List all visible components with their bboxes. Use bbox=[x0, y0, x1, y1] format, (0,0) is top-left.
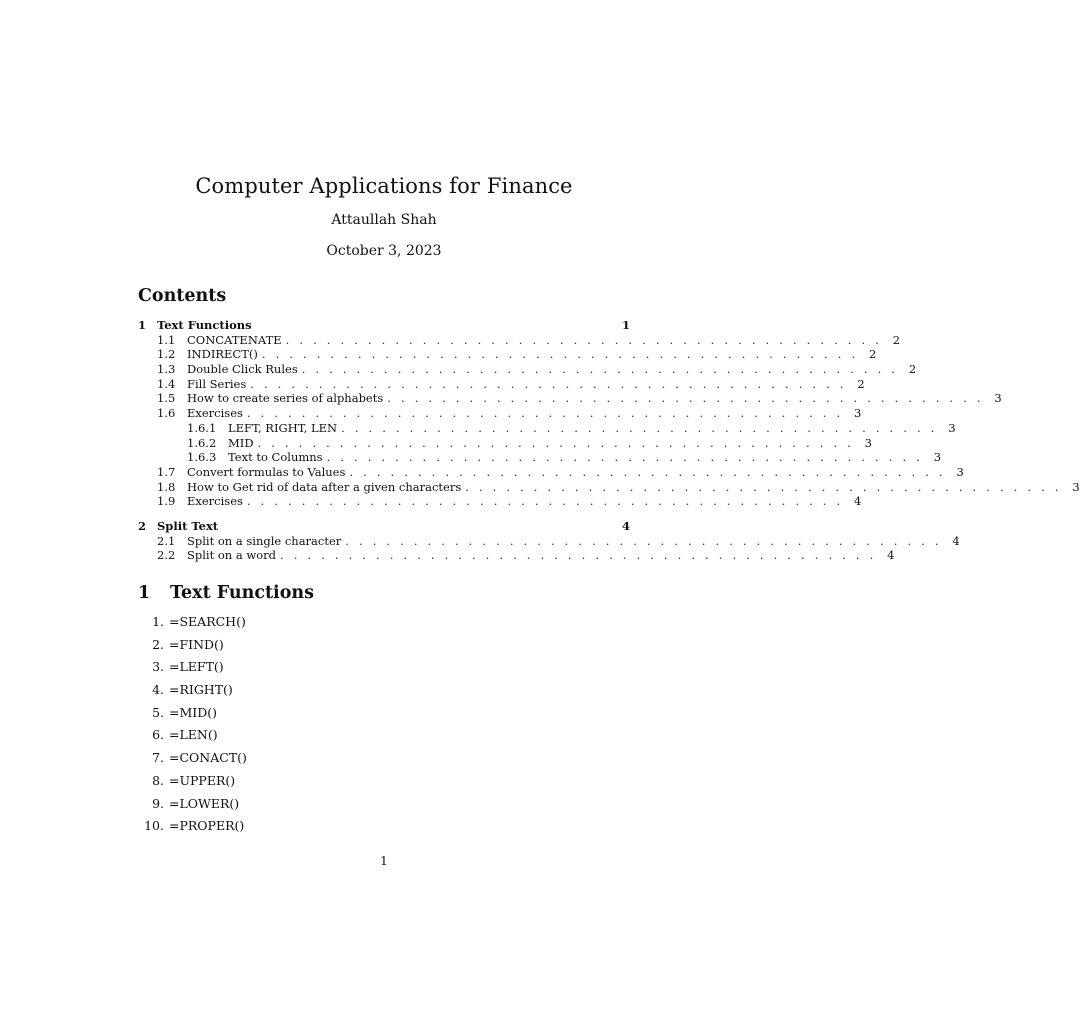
section-title: Text Functions bbox=[170, 583, 314, 603]
toc-leader: . . . . . . . . . . . . . . . . . . . . . . . . . . . . . . . . . . . . . . . . . . . . bbox=[465, 479, 1062, 494]
list-item bbox=[138, 658, 247, 681]
toc-page: 4 bbox=[952, 533, 960, 548]
list-item bbox=[138, 613, 247, 636]
author: Attaullah Shah bbox=[331, 212, 437, 228]
toc-number: 2.2 bbox=[157, 548, 176, 563]
toc-leader: . . . . . . . . . . . . . . . . . . . . . . . . . . . . . . . . . . . . . . . . . . . . bbox=[301, 362, 899, 377]
toc-entry[interactable] bbox=[138, 347, 877, 362]
toc-page: 3 bbox=[854, 406, 862, 421]
list-index: 1. bbox=[152, 614, 164, 629]
contents-heading: Contents bbox=[138, 286, 227, 306]
toc-entry[interactable] bbox=[138, 533, 960, 549]
list-text: =UPPER() bbox=[169, 772, 236, 788]
toc-page: 2 bbox=[868, 347, 877, 362]
list-text: =LEN() bbox=[169, 727, 218, 743]
toc-label: Split on a single character bbox=[187, 533, 342, 548]
toc-label: LEFT, RIGHT, LEN bbox=[228, 420, 338, 435]
list-item bbox=[138, 681, 247, 704]
toc-entry[interactable] bbox=[138, 548, 895, 563]
toc-leader: . . . . . . . . . . . . . . . . . . . . . . . . . . . . . . . . . . . . . . . . . . . . bbox=[246, 406, 844, 421]
list-text: =SEARCH() bbox=[169, 614, 246, 629]
toc-entry[interactable] bbox=[138, 420, 956, 436]
list-index: 7. bbox=[152, 750, 164, 766]
toc-number: 1.6.1 bbox=[187, 420, 217, 435]
list-text: =LOWER() bbox=[169, 795, 240, 811]
list-index: 10. bbox=[144, 818, 164, 834]
section-heading bbox=[138, 583, 314, 603]
toc-label: Fill Series bbox=[187, 376, 247, 391]
section-number: 1 bbox=[138, 583, 151, 603]
list-index: 5. bbox=[152, 704, 164, 720]
toc-label: Exercises bbox=[187, 494, 243, 509]
toc-label: MID bbox=[228, 435, 254, 450]
toc-entry[interactable] bbox=[138, 362, 917, 377]
toc-number: 1.2 bbox=[157, 347, 176, 362]
list-text: =MID() bbox=[169, 704, 217, 720]
list-text: =FIND() bbox=[169, 636, 224, 652]
toc-page: 3 bbox=[994, 391, 1002, 406]
toc-leader: . . . . . . . . . . . . . . . . . . . . . . . . . . . . . . . . . . . . . . . . . . . . bbox=[285, 332, 883, 347]
toc-entry[interactable] bbox=[138, 406, 862, 421]
toc-leader: . . . . . . . . . . . . . . . . . . . . . . . . . . . . . . . . . . . . . . . . . . . . bbox=[345, 533, 942, 548]
toc-label: Exercises bbox=[187, 406, 243, 421]
toc-entry[interactable] bbox=[138, 494, 862, 509]
list-index: 6. bbox=[152, 727, 164, 743]
toc-leader: . . . . . . . . . . . . . . . . . . . . . . . . . . . . . . . . . . . . . . . . . . . . bbox=[349, 464, 946, 479]
toc-entry[interactable] bbox=[138, 376, 865, 392]
toc-page: 4 bbox=[621, 518, 630, 533]
list-text: =LEFT() bbox=[169, 659, 224, 675]
toc-page: 2 bbox=[908, 362, 917, 377]
list-item bbox=[138, 636, 247, 659]
toc-number: 1.9 bbox=[157, 494, 176, 509]
toc-label: Split Text bbox=[157, 518, 219, 533]
toc-label: INDIRECT() bbox=[187, 347, 258, 362]
toc-leader: . . . . . . . . . . . . . . . . . . . . . . . . . . . . . . . . . . . . . . . . . . . . bbox=[261, 347, 859, 362]
toc-leader: . . . . . . . . . . . . . . . . . . . . . . . . . . . . . . . . . . . . . . . . . . . . bbox=[387, 391, 984, 406]
document-title: Computer Applications for Finance bbox=[195, 174, 573, 198]
toc-number: 1.1 bbox=[157, 332, 176, 347]
toc-label: Double Click Rules bbox=[187, 362, 298, 377]
list-text: =CONACT() bbox=[169, 750, 247, 766]
toc-number: 1.6 bbox=[157, 406, 176, 421]
toc-number: 1.6.3 bbox=[187, 450, 217, 465]
toc-label: Convert formulas to Values bbox=[187, 464, 346, 479]
toc-page: 1 bbox=[621, 318, 630, 332]
toc-label: Text to Columns bbox=[228, 450, 323, 465]
list-item bbox=[138, 726, 247, 749]
toc-label: CONCATENATE bbox=[187, 332, 282, 347]
page-number: 1 bbox=[380, 854, 388, 868]
list-item bbox=[138, 817, 247, 840]
list-index: 9. bbox=[152, 795, 164, 811]
toc-entry[interactable] bbox=[138, 318, 630, 333]
toc-number: 1 bbox=[138, 318, 147, 332]
toc-number: 1.5 bbox=[157, 391, 176, 406]
toc-page: 2 bbox=[892, 332, 901, 347]
toc-page: 4 bbox=[887, 548, 895, 563]
list-item bbox=[138, 795, 247, 818]
toc-entry[interactable] bbox=[138, 332, 901, 348]
toc-number: 1.7 bbox=[157, 464, 176, 479]
toc-entry[interactable] bbox=[138, 391, 1002, 406]
toc-entry[interactable] bbox=[138, 450, 942, 465]
toc-page: 3 bbox=[933, 450, 942, 465]
list-index: 3. bbox=[152, 659, 164, 675]
toc-number: 1.3 bbox=[157, 362, 176, 377]
toc-page: 3 bbox=[948, 420, 956, 435]
toc-page: 3 bbox=[1072, 479, 1080, 494]
toc-entry[interactable] bbox=[138, 519, 630, 534]
list-text: =RIGHT() bbox=[169, 682, 233, 698]
toc-page: 3 bbox=[864, 435, 872, 450]
toc-number: 2.1 bbox=[157, 533, 176, 548]
function-list bbox=[138, 613, 247, 840]
table-of-contents bbox=[138, 318, 1080, 563]
toc-page: 2 bbox=[857, 376, 865, 391]
toc-number: 1.4 bbox=[157, 376, 176, 391]
list-item bbox=[138, 749, 247, 772]
list-index: 2. bbox=[152, 636, 164, 652]
toc-leader: . . . . . . . . . . . . . . . . . . . . . . . . . . . . . . . . . . . . . . . . . . . . bbox=[257, 435, 854, 450]
list-text: =PROPER() bbox=[169, 818, 245, 834]
toc-label: How to Get rid of data after a given characters bbox=[187, 479, 462, 494]
list-item bbox=[138, 772, 247, 795]
toc-leader: . . . . . . . . . . . . . . . . . . . . . . . . . . . . . . . . . . . . . . . . . . . . bbox=[326, 450, 924, 465]
toc-leader: . . . . . . . . . . . . . . . . . . . . . . . . . . . . . . . . . . . . . . . . . . . . bbox=[246, 494, 844, 509]
toc-number: 2 bbox=[138, 518, 147, 533]
toc-label: How to create series of alphabets bbox=[187, 391, 384, 406]
toc-label: Split on a word bbox=[187, 548, 276, 563]
toc-page: 4 bbox=[854, 494, 862, 509]
toc-entry[interactable] bbox=[138, 435, 872, 451]
list-index: 8. bbox=[152, 772, 164, 788]
toc-label: Text Functions bbox=[157, 318, 252, 332]
toc-leader: . . . . . . . . . . . . . . . . . . . . . . . . . . . . . . . . . . . . . . . . . . . . bbox=[341, 420, 938, 435]
toc-number: 1.6.2 bbox=[187, 435, 217, 450]
toc-number: 1.8 bbox=[157, 479, 176, 494]
toc-leader: . . . . . . . . . . . . . . . . . . . . . . . . . . . . . . . . . . . . . . . . . . . . bbox=[280, 548, 877, 563]
toc-page: 3 bbox=[956, 464, 964, 479]
toc-entry[interactable] bbox=[138, 479, 1080, 495]
toc-entry[interactable] bbox=[138, 464, 964, 480]
date: October 3, 2023 bbox=[326, 243, 442, 259]
list-index: 4. bbox=[152, 682, 164, 698]
list-item bbox=[138, 704, 247, 727]
toc-leader: . . . . . . . . . . . . . . . . . . . . . . . . . . . . . . . . . . . . . . . . . . . . bbox=[250, 376, 847, 391]
